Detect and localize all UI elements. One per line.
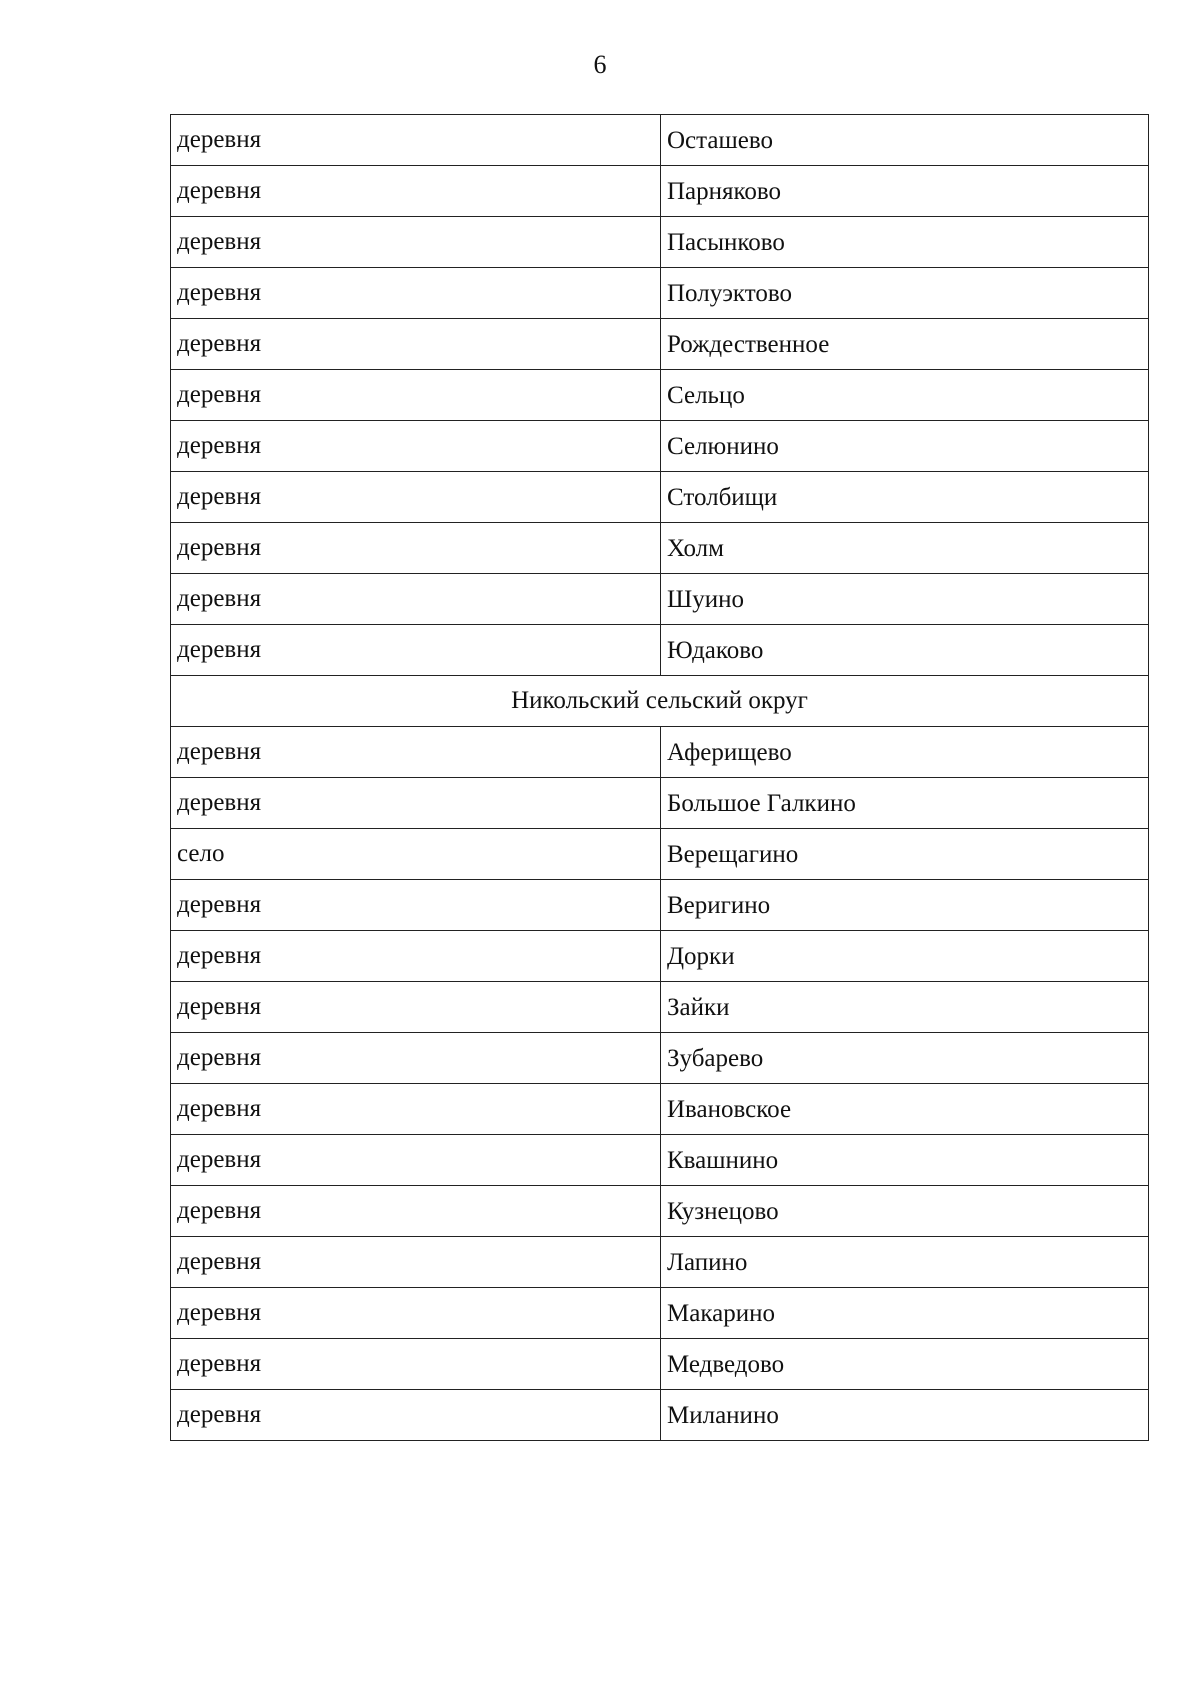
table-row — [171, 115, 1149, 166]
settlements-table — [170, 114, 1149, 1441]
table-row — [171, 472, 1149, 523]
settlement-type-cell: деревня — [171, 1135, 661, 1186]
table-row — [171, 319, 1149, 370]
settlement-type-cell: деревня — [171, 1186, 661, 1237]
settlement-name-cell: Полуэктово — [661, 268, 1149, 319]
settlement-type-cell: деревня — [171, 982, 661, 1033]
settlement-name-cell: Кузнецово — [661, 1186, 1149, 1237]
settlement-type-cell: деревня — [171, 1390, 661, 1441]
settlement-type-cell: деревня — [171, 1033, 661, 1084]
settlement-name-cell: Зубарево — [661, 1033, 1149, 1084]
table-row — [171, 1390, 1149, 1441]
settlement-type-cell: деревня — [171, 1084, 661, 1135]
table-row — [171, 268, 1149, 319]
settlement-name-cell: Медведово — [661, 1339, 1149, 1390]
settlement-name-cell: Осташево — [661, 115, 1149, 166]
settlement-type-cell: деревня — [171, 880, 661, 931]
settlement-type-cell: деревня — [171, 370, 661, 421]
settlement-type-cell: деревня — [171, 1339, 661, 1390]
settlement-name-cell: Зайки — [661, 982, 1149, 1033]
settlement-name-cell: Верещагино — [661, 829, 1149, 880]
table-row — [171, 625, 1149, 676]
settlement-name-cell: Аферищево — [661, 727, 1149, 778]
settlement-name-cell: Селюнино — [661, 421, 1149, 472]
settlement-name-cell: Миланино — [661, 1390, 1149, 1441]
settlement-type-cell: деревня — [171, 727, 661, 778]
settlement-type-cell: деревня — [171, 931, 661, 982]
settlement-type-cell: деревня — [171, 115, 661, 166]
table-row — [171, 1288, 1149, 1339]
settlement-name-cell: Юдаково — [661, 625, 1149, 676]
table-row — [171, 1186, 1149, 1237]
settlement-name-cell: Рождественное — [661, 319, 1149, 370]
settlement-type-cell: деревня — [171, 319, 661, 370]
table-row — [171, 1237, 1149, 1288]
settlement-name-cell: Лапино — [661, 1237, 1149, 1288]
settlement-name-cell: Большое Галкино — [661, 778, 1149, 829]
page-number: 6 — [593, 50, 607, 79]
settlement-type-cell: деревня — [171, 421, 661, 472]
settlement-type-cell: деревня — [171, 625, 661, 676]
settlement-type-cell: деревня — [171, 1288, 661, 1339]
table-row — [171, 982, 1149, 1033]
settlement-name-cell: Пасынково — [661, 217, 1149, 268]
settlement-name-cell: Сельцо — [661, 370, 1149, 421]
table-row — [171, 1135, 1149, 1186]
settlements-table-body — [171, 115, 1149, 1441]
table-row — [171, 370, 1149, 421]
table-row — [171, 931, 1149, 982]
table-row — [171, 523, 1149, 574]
table-row — [171, 574, 1149, 625]
table-row — [171, 727, 1149, 778]
table-row — [171, 166, 1149, 217]
settlement-name-cell: Макарино — [661, 1288, 1149, 1339]
settlement-type-cell: деревня — [171, 574, 661, 625]
table-row — [171, 421, 1149, 472]
table-row — [171, 829, 1149, 880]
settlement-name-cell: Холм — [661, 523, 1149, 574]
settlement-name-cell: Ивановское — [661, 1084, 1149, 1135]
settlement-name-cell: Шуино — [661, 574, 1149, 625]
table-row — [171, 217, 1149, 268]
settlement-type-cell: село — [171, 829, 661, 880]
settlement-name-cell: Квашнино — [661, 1135, 1149, 1186]
settlement-name-cell: Столбищи — [661, 472, 1149, 523]
section-title: Никольский сельский округ — [171, 676, 1149, 727]
section-header-row — [171, 676, 1149, 727]
settlement-name-cell: Дорки — [661, 931, 1149, 982]
settlement-name-cell: Парняково — [661, 166, 1149, 217]
table-row — [171, 778, 1149, 829]
table-row — [171, 1084, 1149, 1135]
table-row — [171, 1033, 1149, 1084]
settlement-type-cell: деревня — [171, 1237, 661, 1288]
settlement-name-cell: Веригино — [661, 880, 1149, 931]
settlement-type-cell: деревня — [171, 778, 661, 829]
table-row — [171, 880, 1149, 931]
settlement-type-cell: деревня — [171, 523, 661, 574]
settlement-type-cell: деревня — [171, 217, 661, 268]
table-row — [171, 1339, 1149, 1390]
settlement-type-cell: деревня — [171, 472, 661, 523]
settlement-type-cell: деревня — [171, 268, 661, 319]
settlement-type-cell: деревня — [171, 166, 661, 217]
